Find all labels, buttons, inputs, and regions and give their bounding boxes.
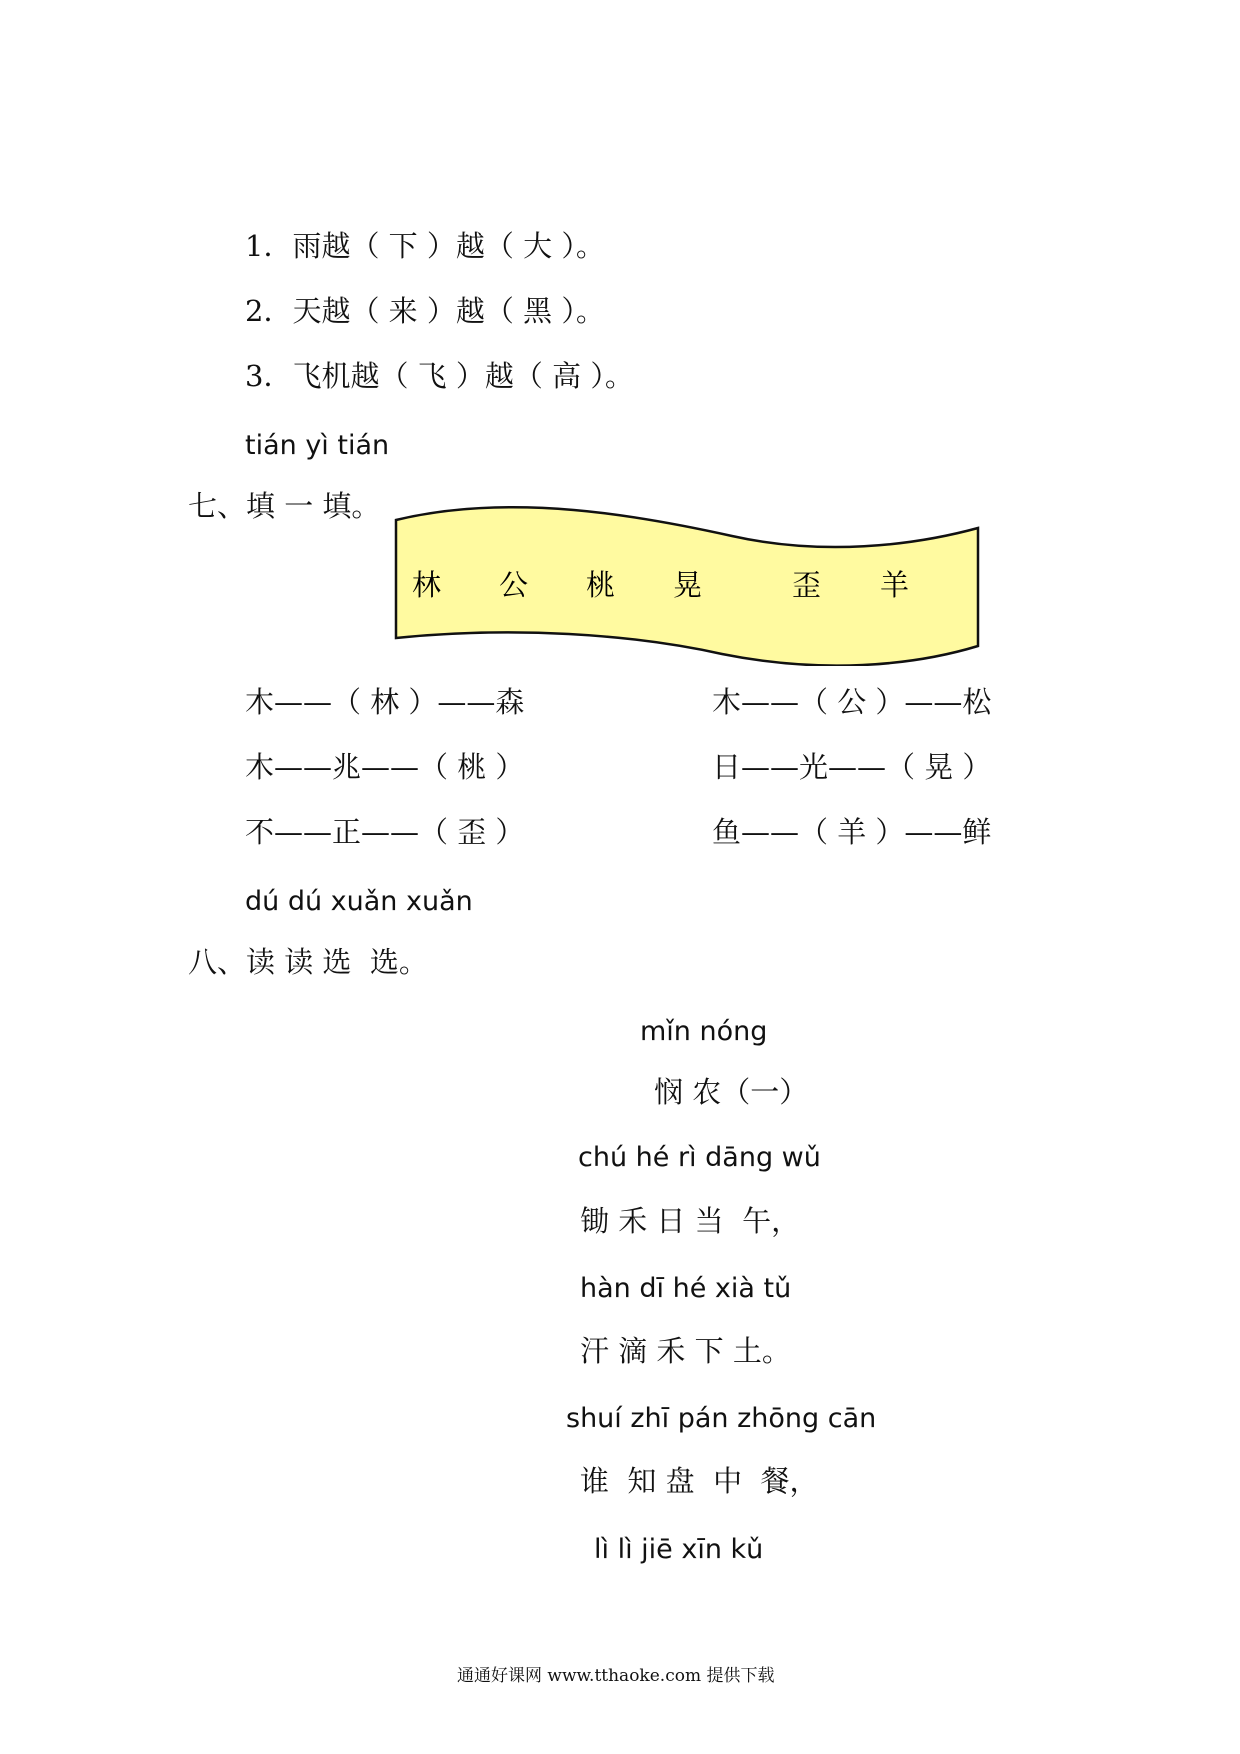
poem-line-2-pinyin: hàn dī hé xià tǔ [580, 1273, 792, 1304]
section-7-heading: 七、填 一 填。 [188, 489, 381, 523]
section-8-heading: 八、读 读 选 选。 [188, 945, 428, 979]
fill-row-3-right: 鱼——（ 羊 ）——鲜 [712, 815, 992, 849]
poem-line-4-pinyin: lì lì jiē xīn kǔ [594, 1534, 764, 1565]
poem-line-1-pinyin: chú hé rì dāng wǔ [578, 1142, 821, 1173]
fill-row-2-left: 木——兆——（ 桃 ） [245, 750, 525, 784]
banner-word-6: 羊 [880, 568, 910, 602]
banner-word-5: 歪 [792, 568, 822, 602]
banner-word-1: 林 [412, 568, 442, 602]
poem-title-pinyin: mǐn nóng [640, 1016, 768, 1047]
fill-row-3-left: 不——正——（ 歪 ） [245, 815, 525, 849]
poem-title: 悯 农（一） [654, 1075, 809, 1109]
banner-word-3: 桃 [586, 568, 616, 602]
fill-row-1-right: 木——（ 公 ）——松 [712, 685, 992, 719]
section-8-pinyin: dú dú xuǎn xuǎn [245, 886, 473, 917]
fill-row-2-right: 日——光——（ 晃 ） [712, 750, 992, 784]
sentence-3: 3．飞机越（ 飞 ）越（ 高 ）。 [245, 359, 634, 393]
fill-row-1-left: 木——（ 林 ）——森 [245, 685, 525, 719]
word-banner [392, 506, 992, 666]
footer-credit: 通通好课网 www.tthaoke.com 提供下载 [457, 1666, 775, 1686]
poem-line-2: 汗 滴 禾 下 土。 [580, 1334, 791, 1368]
poem-line-3: 谁 知 盘 中 餐， [580, 1464, 819, 1498]
banner-word-4: 晃 [673, 568, 703, 602]
banner-word-2: 公 [499, 568, 529, 602]
sentence-2: 2．天越（ 来 ）越（ 黑 ）。 [245, 294, 605, 328]
section-7-pinyin: tián yì tián [245, 430, 390, 461]
poem-line-3-pinyin: shuí zhī pán zhōng cān [566, 1403, 877, 1434]
sentence-1: 1．雨越（ 下 ）越（ 大 ）。 [245, 229, 605, 263]
poem-line-1: 锄 禾 日 当 午， [580, 1204, 801, 1238]
